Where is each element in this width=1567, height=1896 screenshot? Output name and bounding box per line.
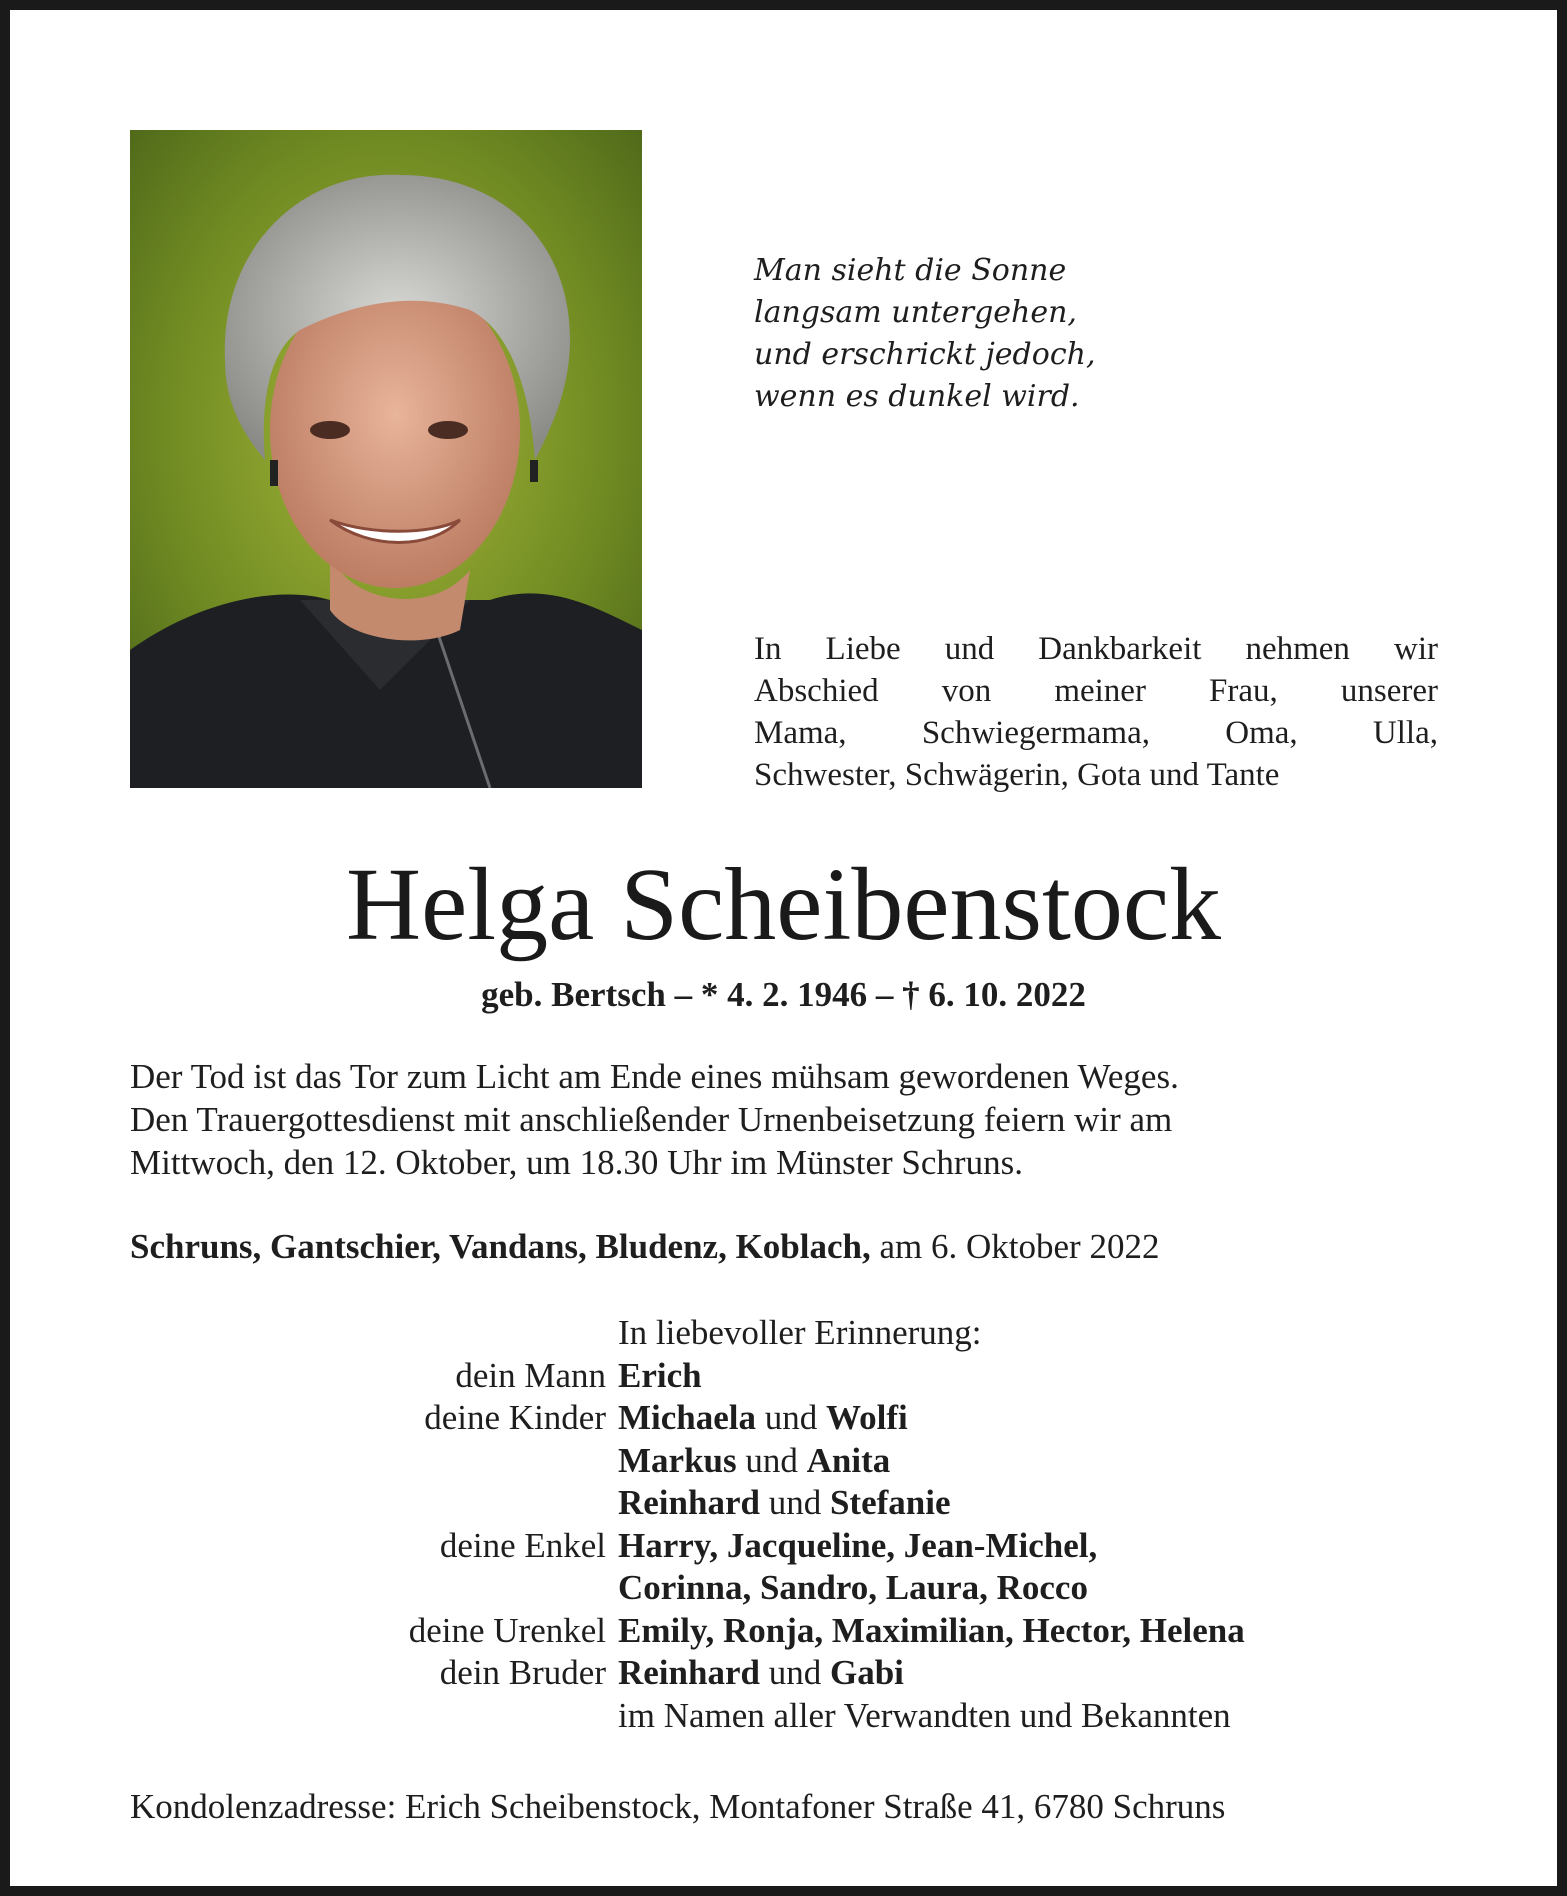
poem: [754, 250, 1095, 418]
poem-line: langsam untergehen,: [754, 295, 1077, 330]
relation-label: dein Bruder: [439, 1653, 606, 1692]
relative-name: Gabi: [829, 1653, 904, 1692]
intro-line: Abschied von meiner Frau, unserer: [754, 673, 1438, 709]
family-heading: In liebevoller Erinnerung:: [618, 1313, 982, 1352]
relative-name: Michaela: [618, 1398, 757, 1437]
family-row: [130, 1652, 1460, 1695]
body-line: Mittwoch, den 12. Oktober, um 18.30 Uhr im Münster Schruns.: [130, 1143, 1023, 1182]
relative-name: Anita: [806, 1440, 891, 1480]
relative-name: Harry, Jacqueline, Jean-Michel,: [618, 1525, 1098, 1565]
relative-name: Stefanie: [829, 1483, 951, 1522]
family-list: [130, 1312, 1460, 1737]
poem-line: Man sieht die Sonne: [754, 253, 1067, 288]
relative-names: [618, 1440, 1460, 1483]
relative-name: Erich: [618, 1355, 702, 1395]
relation-label: deine Urenkel: [408, 1610, 606, 1650]
conjunction: und: [756, 1398, 827, 1437]
body-line: Der Tod ist das Tor zum Licht am Ende eines mühsam gewordenen Weges.: [130, 1057, 1179, 1096]
intro-paragraph: [754, 628, 1438, 796]
relation-label: [130, 1482, 618, 1525]
poem-line: und erschrickt jedoch,: [754, 337, 1096, 372]
deceased-name: Helga Scheibenstock: [345, 847, 1222, 962]
place-date: am 6. Oktober 2022: [870, 1227, 1160, 1266]
relative-name: Reinhard: [618, 1483, 760, 1522]
family-row: [130, 1525, 1460, 1568]
relation-label: dein Mann: [455, 1355, 606, 1395]
family-row: [130, 1355, 1460, 1398]
relation-label: deine Enkel: [439, 1525, 606, 1565]
place-date-line: [130, 1225, 1460, 1269]
relation-label: [130, 1440, 618, 1483]
relation-label: [130, 1567, 618, 1610]
relative-name: Corinna, Sandro, Laura, Rocco: [618, 1568, 1088, 1607]
family-closing: im Namen aller Verwandten und Bekannten: [618, 1695, 1231, 1735]
portrait-illustration: [130, 130, 642, 788]
conjunction: und: [759, 1653, 830, 1692]
towns: Schruns, Gantschier, Vandans, Bludenz, Koblach,: [130, 1227, 871, 1266]
family-row: [130, 1440, 1460, 1483]
body-line: Den Trauergottesdienst mit anschließender Urnenbeisetzung feiern wir am: [130, 1100, 1173, 1139]
relative-names: [618, 1397, 1460, 1440]
intro-line: Schwester, Schwägerin, Gota und Tante: [754, 757, 1280, 793]
relative-names: [618, 1355, 1460, 1398]
relative-names: [618, 1652, 1460, 1695]
family-closing-row: [130, 1695, 1460, 1738]
relation-label: deine Kinder: [424, 1398, 606, 1437]
relative-names: [618, 1482, 1460, 1525]
intro-line: Mama, Schwiegermama, Oma, Ulla,: [754, 715, 1438, 751]
intro-line: In Liebe und Dankbarkeit nehmen wir: [754, 631, 1438, 667]
relative-name: Wolfi: [826, 1398, 908, 1437]
relative-name: Reinhard: [618, 1653, 760, 1692]
condolence-address: Kondolenzadresse: Erich Scheibenstock, Montafoner Straße 41, 6780 Schruns: [130, 1787, 1226, 1826]
relative-names: [618, 1525, 1460, 1568]
family-row: [130, 1482, 1460, 1525]
family-row: [130, 1567, 1460, 1610]
relative-name: Markus: [618, 1440, 737, 1480]
relative-name: Emily, Ronja, Maximilian, Hector, Helena: [618, 1610, 1245, 1650]
family-row: [130, 1610, 1460, 1653]
service-announcement: [130, 1055, 1440, 1184]
conjunction: und: [736, 1440, 807, 1480]
birth-death-dates: geb. Bertsch – * 4. 2. 1946 – † 6. 10. 2022: [481, 975, 1086, 1014]
family-heading-row: [130, 1312, 1460, 1355]
poem-line: wenn es dunkel wird.: [754, 379, 1080, 414]
relative-names: [618, 1567, 1460, 1610]
relative-names: [618, 1610, 1460, 1653]
family-row: [130, 1397, 1460, 1440]
conjunction: und: [759, 1483, 830, 1522]
portrait-photo: [130, 130, 642, 788]
